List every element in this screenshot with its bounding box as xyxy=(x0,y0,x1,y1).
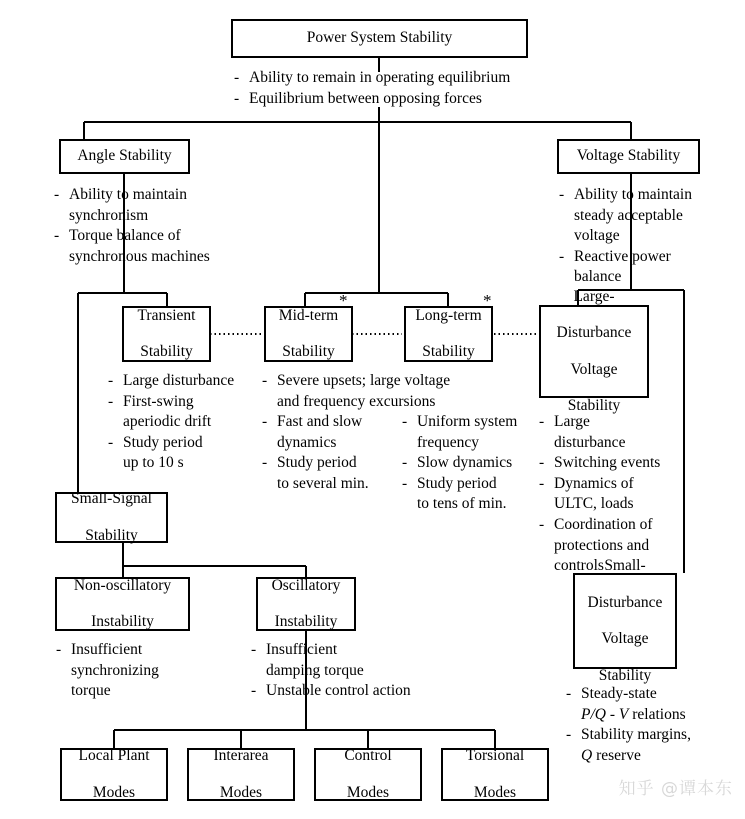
box-transient-stability[interactable] xyxy=(122,306,211,362)
bullet-dash: - xyxy=(108,372,114,389)
list-item-continuation: synchronous machines xyxy=(69,247,210,265)
list-item-continuation: balance xyxy=(574,268,622,286)
bullet-dash: - xyxy=(108,433,114,451)
box-label: Power System Stability xyxy=(306,29,453,47)
box-label: Non-oscillatory Instability xyxy=(73,576,172,631)
list-item-continuation: voltage xyxy=(574,227,620,245)
notes-small-disturbance-voltage-stability xyxy=(566,684,691,766)
box-small-signal-stability[interactable] xyxy=(55,492,168,543)
list-item-continuation: to several min. xyxy=(277,475,369,493)
box-label: Small-Signal Stability xyxy=(71,490,152,544)
bullet-dash: - xyxy=(402,413,408,430)
list-item: - First-swing xyxy=(108,392,234,413)
box-label: Angle Stability xyxy=(77,147,172,165)
bullet-dash: - xyxy=(54,186,60,203)
list-item: - Uniform system xyxy=(402,412,517,433)
list-item-continuation: aperiodic drift xyxy=(123,413,212,431)
list-item: - Torque balance of xyxy=(54,226,210,247)
list-item-continuation: synchronism xyxy=(69,206,149,224)
list-item: - Ability to maintain xyxy=(559,185,692,206)
mid-term-asterisk-marker: * xyxy=(339,291,348,310)
notes-transient-stability xyxy=(108,371,234,474)
long-term-asterisk-marker: * xyxy=(483,291,492,310)
box-torsional-modes[interactable] xyxy=(441,748,549,801)
list-item: - Coordination of xyxy=(539,515,660,536)
list-item: - Large xyxy=(539,412,660,433)
box-label: Mid-term Stability xyxy=(278,306,339,361)
list-item: - Ability to maintain xyxy=(54,185,210,206)
list-item: - Steady-state xyxy=(566,684,691,705)
bullet-dash: - xyxy=(234,89,240,107)
bullet-dash: - xyxy=(54,227,60,245)
list-item-continuation: synchronizing xyxy=(71,661,159,679)
bullet-dash: - xyxy=(559,186,565,203)
list-item-continuation: dynamics xyxy=(277,433,337,451)
list-item-continuation: P/Q - V relations xyxy=(581,705,686,723)
box-control-modes[interactable] xyxy=(314,748,422,801)
list-item: - Dynamics of xyxy=(539,474,660,495)
list-item-continuation: ULTC, loads xyxy=(554,495,634,513)
bullet-dash: - xyxy=(56,641,62,658)
box-mid-term-stability[interactable] xyxy=(264,306,353,362)
list-item: - Switching events xyxy=(539,453,660,474)
bullet-dash: - xyxy=(108,392,114,410)
list-item-continuation: up to 10 s xyxy=(123,454,184,472)
bullet-dash: - xyxy=(262,372,268,389)
list-item: - Ability to remain in operating equilibrium xyxy=(234,68,510,89)
box-label: Interarea Modes xyxy=(213,747,269,801)
bullet-dash: - xyxy=(539,474,545,492)
list-item: - Slow dynamics xyxy=(402,453,517,474)
box-label: Local Plant Modes xyxy=(78,747,150,801)
notes-oscillatory-instability xyxy=(251,640,411,702)
list-item-continuation: Q reserve xyxy=(581,746,641,764)
bullet-dash: - xyxy=(234,69,240,86)
list-item: - Severe upsets; large voltage xyxy=(262,371,450,392)
notes-long-term-stability xyxy=(402,412,517,515)
list-item-continuation: torque xyxy=(71,682,111,700)
bullet-dash: - xyxy=(402,474,408,492)
box-interarea-modes[interactable] xyxy=(187,748,295,801)
list-item-continuation: frequency xyxy=(417,433,479,451)
list-item-continuation: disturbance xyxy=(554,433,626,451)
notes-voltage-stability xyxy=(559,185,692,288)
box-oscillatory-instability[interactable] xyxy=(256,577,356,631)
list-item: - Study period xyxy=(262,453,450,474)
list-item-continuation: controls xyxy=(554,557,604,575)
list-item: - Large disturbance xyxy=(108,371,234,392)
box-non-oscillatory-instability[interactable] xyxy=(55,577,190,631)
list-item: - Insufficient xyxy=(56,640,159,661)
list-item-continuation: damping torque xyxy=(266,661,364,679)
bullet-dash: - xyxy=(566,685,572,702)
list-item: - Fast and slow xyxy=(262,412,450,433)
list-item: - Study period xyxy=(108,433,234,454)
bullet-dash: - xyxy=(251,682,257,700)
list-item-continuation: to tens of min. xyxy=(417,495,507,513)
bullet-dash: - xyxy=(566,726,572,744)
bullet-dash: - xyxy=(559,247,565,265)
box-label: Small- Disturbance Voltage Stability xyxy=(587,557,663,684)
box-label: Control Modes xyxy=(344,747,392,801)
box-label: Oscillatory Instability xyxy=(271,576,341,631)
list-item: - Reactive power xyxy=(559,247,692,268)
box-local-plant-modes[interactable] xyxy=(60,748,168,801)
list-item-continuation: and frequency excursions xyxy=(277,392,436,410)
bullet-dash: - xyxy=(539,516,545,534)
list-item: - Stability margins, xyxy=(566,725,691,746)
box-label: Transient Stability xyxy=(137,306,196,361)
bullet-dash: - xyxy=(402,454,408,472)
box-label: Long-term Stability xyxy=(415,306,482,361)
watermark: 知乎 @谭本东 xyxy=(618,779,733,799)
box-power-system-stability[interactable] xyxy=(231,19,528,58)
bullet-dash: - xyxy=(539,413,545,430)
list-item: - Study period xyxy=(402,474,517,495)
bullet-dash: - xyxy=(262,454,268,472)
list-item-continuation: steady acceptable xyxy=(574,206,683,224)
box-label: Large- Disturbance Voltage Stability xyxy=(556,287,632,415)
notes-large-disturbance-voltage-stability xyxy=(539,412,660,577)
bullet-dash: - xyxy=(251,641,257,658)
notes-angle-stability xyxy=(54,185,210,267)
bullet-dash: - xyxy=(262,413,268,431)
notes-non-oscillatory-instability xyxy=(56,640,159,702)
box-angle-stability[interactable] xyxy=(59,139,190,174)
list-item-continuation: protections and xyxy=(554,536,650,554)
box-voltage-stability[interactable] xyxy=(557,139,700,174)
notes-power-system-stability xyxy=(234,68,510,109)
list-item: - Insufficient xyxy=(251,640,411,661)
box-label: Voltage Stability xyxy=(576,147,681,165)
box-long-term-stability[interactable] xyxy=(404,306,493,362)
box-label: Torsional Modes xyxy=(465,747,525,801)
box-large-disturbance-voltage-stability[interactable] xyxy=(539,287,649,415)
list-item: - Equilibrium between opposing forces xyxy=(234,89,510,110)
list-item: - Unstable control action xyxy=(251,681,411,702)
bullet-dash: - xyxy=(539,454,545,472)
